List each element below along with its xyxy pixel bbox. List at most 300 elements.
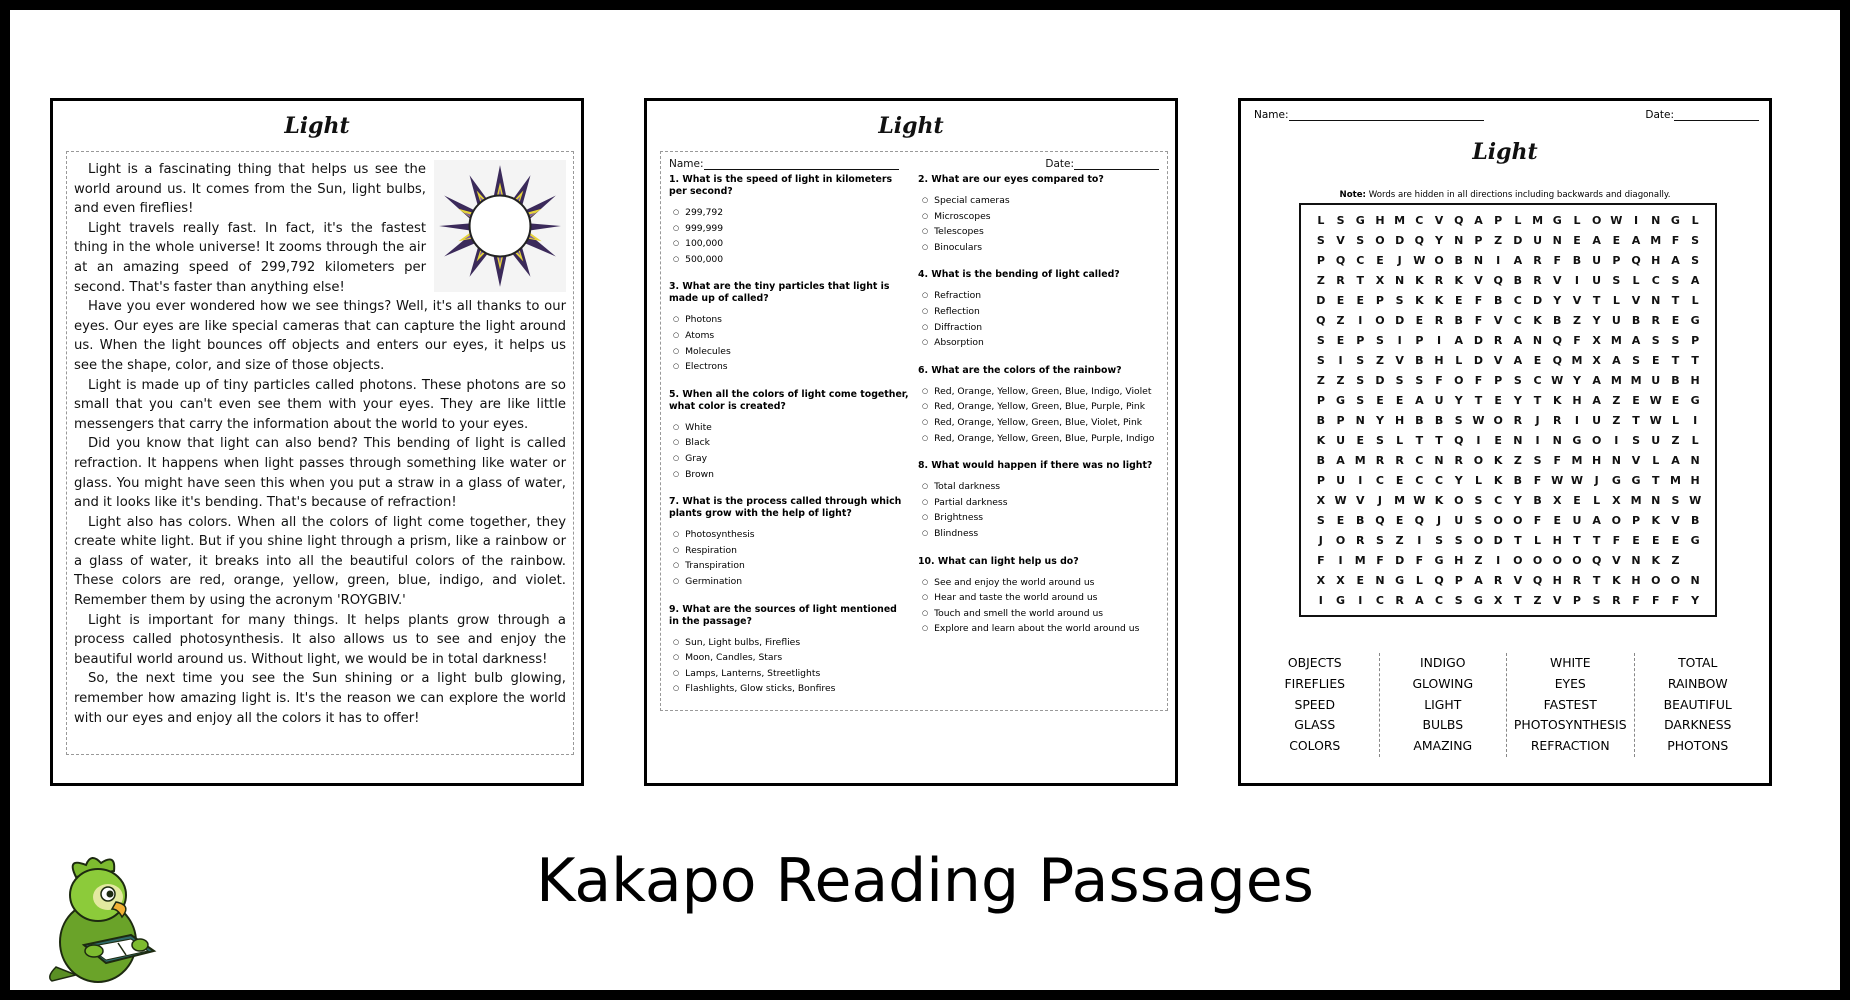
grid-letter[interactable]: J bbox=[1318, 533, 1323, 547]
grid-letter[interactable]: Y bbox=[1513, 393, 1522, 407]
answer-option[interactable]: ○ Atoms bbox=[669, 328, 910, 344]
grid-letter[interactable]: K bbox=[1434, 493, 1444, 507]
grid-letter[interactable]: K bbox=[1316, 433, 1326, 447]
grid-letter[interactable]: B bbox=[1415, 353, 1424, 367]
grid-letter[interactable]: Q bbox=[1493, 273, 1503, 287]
grid-letter[interactable]: Q bbox=[1434, 573, 1444, 587]
grid-letter[interactable]: R bbox=[1375, 453, 1385, 467]
answer-option[interactable]: ○ Black bbox=[669, 435, 910, 451]
grid-letter[interactable]: F bbox=[1533, 513, 1542, 527]
answer-option[interactable]: ○ White bbox=[669, 420, 910, 436]
grid-letter[interactable]: S bbox=[1474, 493, 1483, 507]
grid-letter[interactable]: A bbox=[1336, 453, 1345, 467]
grid-letter[interactable]: E bbox=[1395, 393, 1404, 407]
grid-letter[interactable]: E bbox=[1671, 393, 1680, 407]
grid-letter[interactable]: B bbox=[1690, 513, 1700, 527]
grid-letter[interactable]: P bbox=[1316, 473, 1325, 487]
grid-letter[interactable]: O bbox=[1670, 573, 1681, 587]
grid-letter[interactable]: Q bbox=[1454, 213, 1464, 227]
grid-letter[interactable]: R bbox=[1612, 593, 1621, 607]
grid-letter[interactable]: N bbox=[1651, 293, 1661, 307]
grid-letter[interactable]: M bbox=[1394, 493, 1406, 507]
grid-letter[interactable]: V bbox=[1552, 273, 1562, 287]
grid-letter[interactable]: O bbox=[1493, 513, 1503, 527]
answer-option[interactable]: ○ Touch and smell the world around us bbox=[918, 606, 1159, 622]
grid-letter[interactable]: C bbox=[1375, 473, 1384, 487]
grid-letter[interactable]: I bbox=[1496, 253, 1501, 267]
grid-letter[interactable]: S bbox=[1316, 333, 1325, 347]
grid-letter[interactable]: R bbox=[1533, 253, 1542, 267]
grid-letter[interactable]: T bbox=[1415, 433, 1424, 447]
grid-letter[interactable]: M bbox=[1532, 213, 1544, 227]
answer-option[interactable]: ○ Sun, Light bulbs, Fireflies bbox=[669, 635, 910, 651]
grid-letter[interactable]: G bbox=[1434, 553, 1444, 567]
grid-letter[interactable]: X bbox=[1316, 573, 1326, 587]
grid-letter[interactable]: S bbox=[1316, 233, 1325, 247]
grid-letter[interactable]: L bbox=[1671, 413, 1679, 427]
answer-option[interactable]: ○ Molecules bbox=[669, 344, 910, 360]
grid-letter[interactable]: J bbox=[1594, 473, 1599, 487]
answer-option[interactable]: ○ Hear and taste the world around us bbox=[918, 590, 1159, 606]
answer-option[interactable]: ○ Red, Orange, Yellow, Green, Blue, Purple, Indigo bbox=[918, 431, 1159, 447]
grid-letter[interactable]: S bbox=[1671, 273, 1680, 287]
grid-letter[interactable]: Y bbox=[1513, 493, 1522, 507]
grid-letter[interactable]: S bbox=[1356, 373, 1365, 387]
grid-letter[interactable]: F bbox=[1671, 233, 1680, 247]
grid-letter[interactable]: F bbox=[1573, 333, 1581, 347]
grid-letter[interactable]: B bbox=[1316, 413, 1326, 427]
grid-letter[interactable]: D bbox=[1513, 233, 1523, 247]
grid-letter[interactable]: S bbox=[1415, 373, 1424, 387]
grid-letter[interactable]: W bbox=[1610, 213, 1623, 227]
grid-letter[interactable]: P bbox=[1454, 573, 1463, 587]
grid-letter[interactable]: Q bbox=[1335, 253, 1346, 267]
grid-letter[interactable]: V bbox=[1671, 513, 1680, 527]
grid-letter[interactable]: J bbox=[1397, 253, 1402, 267]
grid-letter[interactable]: B bbox=[1533, 493, 1542, 507]
answer-option[interactable]: ○ Telescopes bbox=[918, 224, 1159, 240]
grid-letter[interactable]: N bbox=[1395, 273, 1405, 287]
grid-letter[interactable]: K bbox=[1651, 513, 1660, 527]
grid-letter[interactable]: Y bbox=[1454, 473, 1463, 487]
grid-letter[interactable]: H bbox=[1690, 473, 1700, 487]
grid-letter[interactable]: U bbox=[1533, 233, 1542, 247]
grid-letter[interactable]: Q bbox=[1532, 573, 1543, 587]
grid-letter[interactable]: C bbox=[1494, 493, 1503, 507]
grid-letter[interactable]: E bbox=[1533, 353, 1542, 367]
grid-letter[interactable]: O bbox=[1434, 253, 1444, 267]
grid-letter[interactable]: H bbox=[1454, 553, 1464, 567]
grid-letter[interactable]: T bbox=[1691, 353, 1699, 367]
grid-letter[interactable]: V bbox=[1336, 233, 1345, 247]
grid-letter[interactable]: W bbox=[1413, 253, 1426, 267]
grid-letter[interactable]: V bbox=[1395, 353, 1404, 367]
grid-letter[interactable]: H bbox=[1651, 253, 1661, 267]
grid-letter[interactable]: Q bbox=[1375, 513, 1385, 527]
grid-letter[interactable]: U bbox=[1336, 433, 1345, 447]
grid-letter[interactable]: E bbox=[1494, 433, 1502, 447]
grid-letter[interactable]: S bbox=[1454, 413, 1463, 427]
grid-letter[interactable]: D bbox=[1395, 313, 1405, 327]
grid-letter[interactable]: I bbox=[1614, 433, 1619, 447]
grid-letter[interactable]: I bbox=[1633, 213, 1639, 227]
grid-letter[interactable]: E bbox=[1671, 533, 1680, 547]
grid-letter[interactable]: G bbox=[1631, 473, 1641, 487]
grid-letter[interactable]: S bbox=[1691, 233, 1700, 247]
grid-letter[interactable]: I bbox=[1693, 413, 1698, 427]
grid-letter[interactable]: F bbox=[1474, 313, 1483, 327]
grid-letter[interactable]: N bbox=[1651, 213, 1661, 227]
grid-letter[interactable]: M bbox=[1650, 233, 1662, 247]
grid-letter[interactable]: B bbox=[1631, 313, 1641, 327]
grid-letter[interactable]: S bbox=[1316, 353, 1325, 367]
grid-letter[interactable]: E bbox=[1632, 533, 1640, 547]
grid-letter[interactable]: G bbox=[1690, 533, 1700, 547]
grid-letter[interactable]: M bbox=[1630, 493, 1642, 507]
grid-letter[interactable]: R bbox=[1553, 413, 1562, 427]
grid-letter[interactable]: F bbox=[1612, 533, 1621, 547]
answer-option[interactable]: ○ Germination bbox=[669, 574, 910, 590]
grid-letter[interactable]: B bbox=[1553, 313, 1562, 327]
grid-letter[interactable]: S bbox=[1454, 533, 1463, 547]
grid-letter[interactable]: B bbox=[1513, 473, 1523, 487]
grid-letter[interactable]: L bbox=[1534, 533, 1542, 547]
answer-option[interactable]: ○ Refraction bbox=[918, 288, 1159, 304]
grid-letter[interactable]: A bbox=[1592, 393, 1601, 407]
grid-letter[interactable]: K bbox=[1493, 453, 1503, 467]
grid-letter[interactable]: H bbox=[1592, 453, 1602, 467]
grid-letter[interactable]: S bbox=[1375, 433, 1384, 447]
grid-letter[interactable]: I bbox=[1397, 333, 1402, 347]
grid-letter[interactable]: C bbox=[1533, 373, 1542, 387]
grid-letter[interactable]: A bbox=[1454, 333, 1463, 347]
grid-letter[interactable]: V bbox=[1355, 493, 1365, 507]
grid-letter[interactable]: D bbox=[1395, 553, 1405, 567]
grid-letter[interactable]: P bbox=[1415, 333, 1424, 347]
grid-letter[interactable]: L bbox=[1652, 453, 1660, 467]
answer-option[interactable]: ○ Microscopes bbox=[918, 209, 1159, 225]
grid-letter[interactable]: R bbox=[1651, 313, 1660, 327]
grid-letter[interactable]: P bbox=[1316, 253, 1325, 267]
grid-letter[interactable]: N bbox=[1355, 413, 1365, 427]
grid-letter[interactable]: L bbox=[1573, 213, 1581, 227]
grid-letter[interactable]: U bbox=[1572, 513, 1582, 527]
grid-letter[interactable]: W bbox=[1472, 413, 1485, 427]
grid-letter[interactable]: E bbox=[1415, 313, 1424, 327]
grid-letter[interactable]: A bbox=[1415, 393, 1424, 407]
grid-letter[interactable]: A bbox=[1513, 353, 1523, 367]
grid-letter[interactable]: A bbox=[1415, 593, 1424, 607]
grid-letter[interactable]: Z bbox=[1375, 353, 1384, 367]
grid-letter[interactable]: X bbox=[1316, 493, 1326, 507]
grid-letter[interactable]: A bbox=[1592, 373, 1601, 387]
grid-letter[interactable]: V bbox=[1474, 273, 1483, 287]
grid-letter[interactable]: L bbox=[1396, 433, 1404, 447]
grid-letter[interactable]: K bbox=[1651, 553, 1660, 567]
grid-letter[interactable]: I bbox=[1574, 413, 1579, 427]
grid-letter[interactable]: Z bbox=[1336, 313, 1345, 327]
grid-letter[interactable]: U bbox=[1651, 433, 1661, 447]
grid-letter[interactable]: E bbox=[1573, 493, 1581, 507]
grid-letter[interactable]: W bbox=[1689, 493, 1702, 507]
grid-letter[interactable]: Z bbox=[1316, 373, 1325, 387]
grid-letter[interactable]: S bbox=[1592, 593, 1601, 607]
grid-letter[interactable]: T bbox=[1435, 433, 1443, 447]
grid-letter[interactable]: U bbox=[1592, 273, 1602, 287]
grid-letter[interactable]: B bbox=[1316, 453, 1326, 467]
grid-letter[interactable]: T bbox=[1573, 533, 1581, 547]
grid-letter[interactable]: T bbox=[1592, 573, 1601, 587]
grid-letter[interactable]: Z bbox=[1316, 273, 1325, 287]
grid-letter[interactable]: E bbox=[1632, 393, 1640, 407]
grid-letter[interactable]: M bbox=[1354, 553, 1366, 567]
grid-letter[interactable]: Y bbox=[1691, 593, 1700, 607]
grid-letter[interactable]: O bbox=[1454, 373, 1464, 387]
grid-letter[interactable]: A bbox=[1513, 253, 1523, 267]
grid-letter[interactable]: A bbox=[1592, 233, 1601, 247]
grid-letter[interactable]: O bbox=[1375, 313, 1385, 327]
grid-letter[interactable]: F bbox=[1553, 453, 1561, 467]
grid-letter[interactable]: D bbox=[1316, 293, 1326, 307]
grid-letter[interactable]: S bbox=[1395, 373, 1404, 387]
grid-letter[interactable]: A bbox=[1474, 213, 1483, 227]
grid-letter[interactable]: T bbox=[1533, 393, 1542, 407]
grid-letter[interactable]: Y bbox=[1435, 233, 1444, 247]
grid-letter[interactable]: S bbox=[1316, 513, 1325, 527]
grid-letter[interactable]: W bbox=[1649, 413, 1662, 427]
grid-letter[interactable]: G bbox=[1336, 593, 1346, 607]
grid-letter[interactable]: T bbox=[1592, 293, 1601, 307]
grid-letter[interactable]: P bbox=[1632, 513, 1641, 527]
grid-letter[interactable]: H bbox=[1434, 353, 1444, 367]
grid-letter[interactable]: X bbox=[1553, 493, 1562, 507]
answer-option[interactable]: ○ Brightness bbox=[918, 510, 1159, 526]
grid-letter[interactable]: L bbox=[1691, 293, 1699, 307]
grid-letter[interactable]: F bbox=[1632, 593, 1640, 607]
grid-letter[interactable]: E bbox=[1395, 513, 1404, 527]
grid-letter[interactable]: T bbox=[1514, 593, 1522, 607]
grid-letter[interactable]: T bbox=[1671, 293, 1680, 307]
grid-letter[interactable]: H bbox=[1631, 573, 1641, 587]
grid-letter[interactable]: W bbox=[1551, 373, 1564, 387]
grid-letter[interactable]: O bbox=[1651, 573, 1661, 587]
answer-option[interactable]: ○ Brown bbox=[669, 467, 910, 483]
grid-letter[interactable]: B bbox=[1356, 513, 1365, 527]
grid-letter[interactable]: N bbox=[1690, 453, 1700, 467]
grid-letter[interactable]: M bbox=[1630, 373, 1642, 387]
grid-letter[interactable]: X bbox=[1375, 273, 1385, 287]
grid-letter[interactable]: Z bbox=[1671, 553, 1680, 567]
grid-letter[interactable]: Q bbox=[1552, 353, 1562, 367]
grid-letter[interactable]: E bbox=[1395, 473, 1404, 487]
grid-letter[interactable]: N bbox=[1631, 553, 1641, 567]
grid-letter[interactable]: S bbox=[1356, 353, 1365, 367]
grid-letter[interactable]: D bbox=[1473, 333, 1484, 347]
answer-option[interactable]: ○ Binoculars bbox=[918, 240, 1159, 256]
grid-letter[interactable]: A bbox=[1671, 253, 1680, 267]
grid-letter[interactable]: T bbox=[1356, 273, 1364, 287]
grid-letter[interactable]: L bbox=[1474, 473, 1482, 487]
grid-letter[interactable]: D bbox=[1395, 233, 1405, 247]
grid-letter[interactable]: O bbox=[1591, 213, 1602, 227]
grid-letter[interactable]: P bbox=[1494, 373, 1503, 387]
grid-letter[interactable]: K bbox=[1612, 573, 1621, 587]
grid-letter[interactable]: S bbox=[1375, 333, 1384, 347]
answer-option[interactable]: ○ Red, Orange, Yellow, Green, Blue, Indigo, Violet bbox=[918, 384, 1159, 400]
grid-letter[interactable]: C bbox=[1375, 593, 1384, 607]
grid-letter[interactable]: M bbox=[1394, 213, 1406, 227]
grid-letter[interactable]: E bbox=[1376, 253, 1384, 267]
grid-letter[interactable]: T bbox=[1474, 393, 1483, 407]
grid-letter[interactable]: F bbox=[1474, 373, 1483, 387]
grid-letter[interactable]: A bbox=[1592, 513, 1601, 527]
grid-letter[interactable]: G bbox=[1690, 313, 1700, 327]
grid-letter[interactable]: Q bbox=[1591, 553, 1602, 567]
grid-letter[interactable]: N bbox=[1552, 433, 1562, 447]
grid-letter[interactable]: L bbox=[1632, 273, 1640, 287]
grid-letter[interactable]: I bbox=[1318, 593, 1323, 607]
grid-letter[interactable]: N bbox=[1552, 233, 1562, 247]
grid-letter[interactable]: H bbox=[1572, 393, 1582, 407]
grid-letter[interactable]: R bbox=[1513, 413, 1523, 427]
grid-letter[interactable]: M bbox=[1571, 353, 1583, 367]
grid-letter[interactable]: O bbox=[1572, 553, 1582, 567]
grid-letter[interactable]: E bbox=[1336, 513, 1345, 527]
grid-letter[interactable]: K bbox=[1493, 473, 1503, 487]
grid-letter[interactable]: Y bbox=[1592, 313, 1601, 327]
grid-letter[interactable]: E bbox=[1336, 293, 1345, 307]
grid-letter[interactable]: B bbox=[1513, 273, 1523, 287]
grid-letter[interactable]: M bbox=[1610, 373, 1622, 387]
grid-letter[interactable]: T bbox=[1592, 533, 1601, 547]
grid-letter[interactable]: E bbox=[1651, 533, 1660, 547]
grid-letter[interactable]: R bbox=[1434, 273, 1444, 287]
grid-letter[interactable]: Z bbox=[1671, 433, 1680, 447]
grid-letter[interactable]: O bbox=[1454, 493, 1464, 507]
grid-letter[interactable]: Y bbox=[1454, 393, 1463, 407]
grid-letter[interactable]: L bbox=[1317, 213, 1325, 227]
grid-letter[interactable]: L bbox=[1612, 293, 1620, 307]
answer-option[interactable]: ○ Transpiration bbox=[669, 558, 910, 574]
grid-letter[interactable]: J bbox=[1377, 493, 1382, 507]
grid-letter[interactable]: A bbox=[1631, 333, 1641, 347]
grid-letter[interactable]: C bbox=[1356, 253, 1365, 267]
grid-letter[interactable]: C bbox=[1415, 213, 1424, 227]
grid-letter[interactable]: U bbox=[1592, 413, 1602, 427]
grid-letter[interactable]: G bbox=[1572, 433, 1582, 447]
grid-letter[interactable]: E bbox=[1356, 293, 1364, 307]
grid-letter[interactable]: I bbox=[1358, 473, 1363, 487]
grid-letter[interactable]: H bbox=[1552, 533, 1562, 547]
grid-letter[interactable]: X bbox=[1612, 493, 1621, 507]
grid-letter[interactable]: I bbox=[1436, 333, 1442, 347]
grid-letter[interactable]: W bbox=[1551, 473, 1564, 487]
grid-letter[interactable]: S bbox=[1691, 253, 1700, 267]
grid-letter[interactable]: V bbox=[1493, 353, 1503, 367]
answer-option[interactable]: ○ Partial darkness bbox=[918, 495, 1159, 511]
answer-option[interactable]: ○ Red, Orange, Yellow, Green, Blue, Violet, Pink bbox=[918, 415, 1159, 431]
grid-letter[interactable]: E bbox=[1671, 313, 1680, 327]
grid-letter[interactable]: X bbox=[1336, 573, 1345, 587]
grid-letter[interactable]: I bbox=[1358, 313, 1363, 327]
grid-letter[interactable]: Z bbox=[1395, 533, 1404, 547]
grid-letter[interactable]: K bbox=[1533, 313, 1542, 327]
grid-letter[interactable]: R bbox=[1493, 333, 1503, 347]
grid-letter[interactable]: P bbox=[1356, 333, 1365, 347]
grid-letter[interactable]: I bbox=[1358, 593, 1363, 607]
grid-letter[interactable]: O bbox=[1513, 513, 1523, 527]
grid-letter[interactable]: Q bbox=[1552, 333, 1562, 347]
grid-letter[interactable]: O bbox=[1335, 533, 1346, 547]
grid-letter[interactable]: F bbox=[1671, 593, 1680, 607]
answer-option[interactable]: ○ Electrons bbox=[669, 359, 910, 375]
grid-letter[interactable]: L bbox=[1415, 573, 1423, 587]
grid-letter[interactable]: P bbox=[1474, 233, 1483, 247]
grid-letter[interactable]: U bbox=[1592, 253, 1602, 267]
grid-letter[interactable]: S bbox=[1435, 533, 1443, 547]
grid-letter[interactable]: Q bbox=[1631, 253, 1641, 267]
grid-letter[interactable]: V bbox=[1493, 313, 1503, 327]
grid-letter[interactable]: T bbox=[1632, 413, 1640, 427]
grid-letter[interactable]: Q bbox=[1454, 433, 1464, 447]
grid-letter[interactable]: E bbox=[1356, 573, 1364, 587]
grid-letter[interactable]: K bbox=[1552, 393, 1562, 407]
grid-letter[interactable]: B bbox=[1415, 413, 1424, 427]
grid-letter[interactable]: O bbox=[1493, 413, 1503, 427]
grid-letter[interactable]: L bbox=[1514, 213, 1522, 227]
grid-letter[interactable]: N bbox=[1611, 453, 1621, 467]
grid-letter[interactable]: B bbox=[1493, 293, 1503, 307]
grid-letter[interactable]: M bbox=[1354, 453, 1366, 467]
grid-letter[interactable]: L bbox=[1691, 433, 1699, 447]
grid-letter[interactable]: S bbox=[1375, 533, 1384, 547]
grid-letter[interactable]: R bbox=[1493, 573, 1503, 587]
answer-option[interactable]: ○ Special cameras bbox=[918, 193, 1159, 209]
grid-letter[interactable]: K bbox=[1434, 293, 1444, 307]
grid-letter[interactable]: B bbox=[1572, 253, 1582, 267]
grid-letter[interactable]: O bbox=[1552, 553, 1562, 567]
grid-letter[interactable]: I bbox=[1476, 433, 1481, 447]
grid-letter[interactable]: R bbox=[1395, 453, 1404, 467]
grid-letter[interactable]: R bbox=[1336, 273, 1345, 287]
grid-letter[interactable]: I bbox=[1496, 553, 1501, 567]
grid-letter[interactable]: H bbox=[1395, 413, 1405, 427]
grid-letter[interactable]: B bbox=[1454, 313, 1463, 327]
grid-letter[interactable]: P bbox=[1336, 413, 1345, 427]
answer-option[interactable]: ○ Explore and learn about the world around us bbox=[918, 621, 1159, 637]
grid-letter[interactable]: I bbox=[1338, 353, 1343, 367]
grid-letter[interactable]: V bbox=[1552, 593, 1562, 607]
grid-letter[interactable]: Q bbox=[1414, 513, 1425, 527]
grid-letter[interactable]: Z bbox=[1513, 453, 1522, 467]
grid-letter[interactable]: V bbox=[1631, 453, 1641, 467]
grid-letter[interactable]: R bbox=[1434, 313, 1444, 327]
answer-option[interactable]: ○ Red, Orange, Yellow, Green, Blue, Purple, Pink bbox=[918, 399, 1159, 415]
grid-letter[interactable]: R bbox=[1572, 573, 1582, 587]
grid-letter[interactable]: J bbox=[1535, 413, 1540, 427]
grid-letter[interactable]: N bbox=[1454, 233, 1464, 247]
answer-option[interactable]: ○ 999,999 bbox=[669, 221, 910, 237]
grid-letter[interactable]: S bbox=[1632, 433, 1640, 447]
grid-letter[interactable]: F bbox=[1651, 593, 1660, 607]
grid-letter[interactable]: D bbox=[1375, 373, 1385, 387]
grid-letter[interactable]: U bbox=[1434, 393, 1444, 407]
grid-letter[interactable]: E bbox=[1553, 513, 1561, 527]
grid-letter[interactable]: P bbox=[1494, 213, 1503, 227]
grid-letter[interactable]: E bbox=[1651, 353, 1660, 367]
answer-option[interactable]: ○ 100,000 bbox=[669, 236, 910, 252]
grid-letter[interactable]: C bbox=[1415, 473, 1424, 487]
